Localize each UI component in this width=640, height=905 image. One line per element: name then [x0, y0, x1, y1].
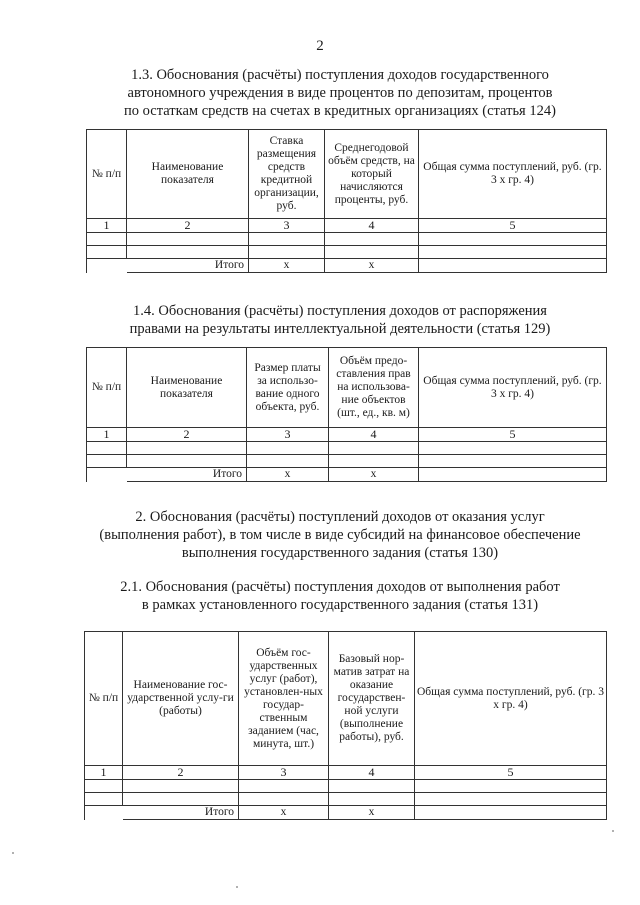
col-header-name: Наименование показателя: [127, 130, 249, 219]
heading-line: выполнения государственного задания (статья 130): [181, 545, 499, 561]
col-header-total: Общая сумма поступлений, руб. (гр. 3 х гр. 4): [415, 632, 607, 766]
column-number: 1: [85, 766, 123, 780]
column-number: 2: [127, 428, 247, 442]
col-header-rights-volume: Объём предо-ставления прав на использова-ние объектов (шт., ед., кв. м): [329, 348, 419, 428]
column-number-row: [87, 219, 607, 233]
column-number: 3: [239, 766, 329, 780]
column-number: 4: [329, 766, 415, 780]
heading-line: правами на результаты интеллектуальной деятельности (статья 129): [129, 321, 551, 337]
heading-line: по остаткам средств на счетах в кредитных организациях (статья 124): [124, 103, 556, 119]
heading-line: 1.3. Обоснования (расчёты) поступления доходов государственного: [131, 67, 549, 83]
page-number: 2: [316, 38, 324, 54]
col-header-base-cost: Базовый нор-матив затрат на оказание государствен-ной услуги (выполнение работы), руб.: [329, 632, 415, 766]
table-1-4: [86, 347, 607, 482]
total-mark: х: [325, 259, 419, 273]
column-number: 1: [87, 219, 127, 233]
total-label: Итого: [127, 468, 247, 482]
scan-speck: [612, 830, 614, 832]
total-label: Итого: [127, 259, 249, 273]
scan-speck: [12, 852, 14, 854]
total-row: [87, 259, 607, 273]
section-2-heading: [60, 508, 620, 562]
total-row: [87, 468, 607, 482]
column-number: 1: [87, 428, 127, 442]
heading-line: в рамках установленного государственного задания (статья 131): [141, 597, 539, 613]
total-mark: х: [329, 806, 415, 820]
table-2-1: [84, 631, 607, 820]
column-number: 4: [325, 219, 419, 233]
empty-row: [87, 455, 607, 468]
col-header-total: Общая сумма поступлений, руб. (гр. 3 х гр. 4): [419, 130, 607, 219]
column-number: 2: [127, 219, 249, 233]
empty-row: [85, 793, 607, 806]
column-number: 4: [329, 428, 419, 442]
scan-speck: [236, 886, 238, 888]
column-number-row: [87, 428, 607, 442]
total-mark: х: [239, 806, 329, 820]
col-header-average-funds: Среднегодовой объём средств, на который начисляются проценты, руб.: [325, 130, 419, 219]
table-1-3: [86, 129, 607, 273]
col-header-name: Наименование показателя: [127, 348, 247, 428]
table-header-row: [85, 632, 607, 766]
total-label: Итого: [123, 806, 239, 820]
col-header-service-name: Наименование гос-ударственной услу-ги (работы): [123, 632, 239, 766]
empty-row: [85, 780, 607, 793]
empty-row: [87, 233, 607, 246]
section-2-1-heading: [60, 578, 620, 614]
column-number-row: [85, 766, 607, 780]
column-number: 3: [247, 428, 329, 442]
col-header-number: № п/п: [87, 130, 127, 219]
table-header-row: [87, 130, 607, 219]
column-number: 3: [249, 219, 325, 233]
heading-line: (выполнения работ), в том числе в виде субсидий на финансовое обеспечение: [99, 527, 581, 543]
col-header-rate: Ставка размещения средств кредитной организации, руб.: [249, 130, 325, 219]
col-header-number: № п/п: [87, 348, 127, 428]
column-number: 5: [415, 766, 607, 780]
table-header-row: [87, 348, 607, 428]
section-1-4-heading: [60, 302, 620, 338]
col-header-total: Общая сумма поступлений, руб. (гр. 3 х гр. 4): [419, 348, 607, 428]
column-number: 5: [419, 428, 607, 442]
section-1-3-heading: [60, 66, 620, 120]
column-number: 5: [419, 219, 607, 233]
total-mark: х: [329, 468, 419, 482]
heading-line: автономного учреждения в виде процентов по депозитам, процентов: [127, 85, 553, 101]
total-mark: х: [249, 259, 325, 273]
heading-line: 2. Обоснования (расчёты) поступлений доходов от оказания услуг: [135, 509, 545, 525]
total-row: [85, 806, 607, 820]
empty-row: [87, 246, 607, 259]
col-header-service-volume: Объём гос-ударственных услуг (работ), установлен-ных государ-ственным заданием (час, минута, шт.): [239, 632, 329, 766]
column-number: 2: [123, 766, 239, 780]
total-mark: х: [247, 468, 329, 482]
heading-line: 1.4. Обоснования (расчёты) поступления доходов от распоряжения: [133, 303, 547, 319]
empty-row: [87, 442, 607, 455]
col-header-number: № п/п: [85, 632, 123, 766]
heading-line: 2.1. Обоснования (расчёты) поступления доходов от выполнения работ: [120, 579, 560, 595]
col-header-fee: Размер платы за использо-вание одного объекта, руб.: [247, 348, 329, 428]
